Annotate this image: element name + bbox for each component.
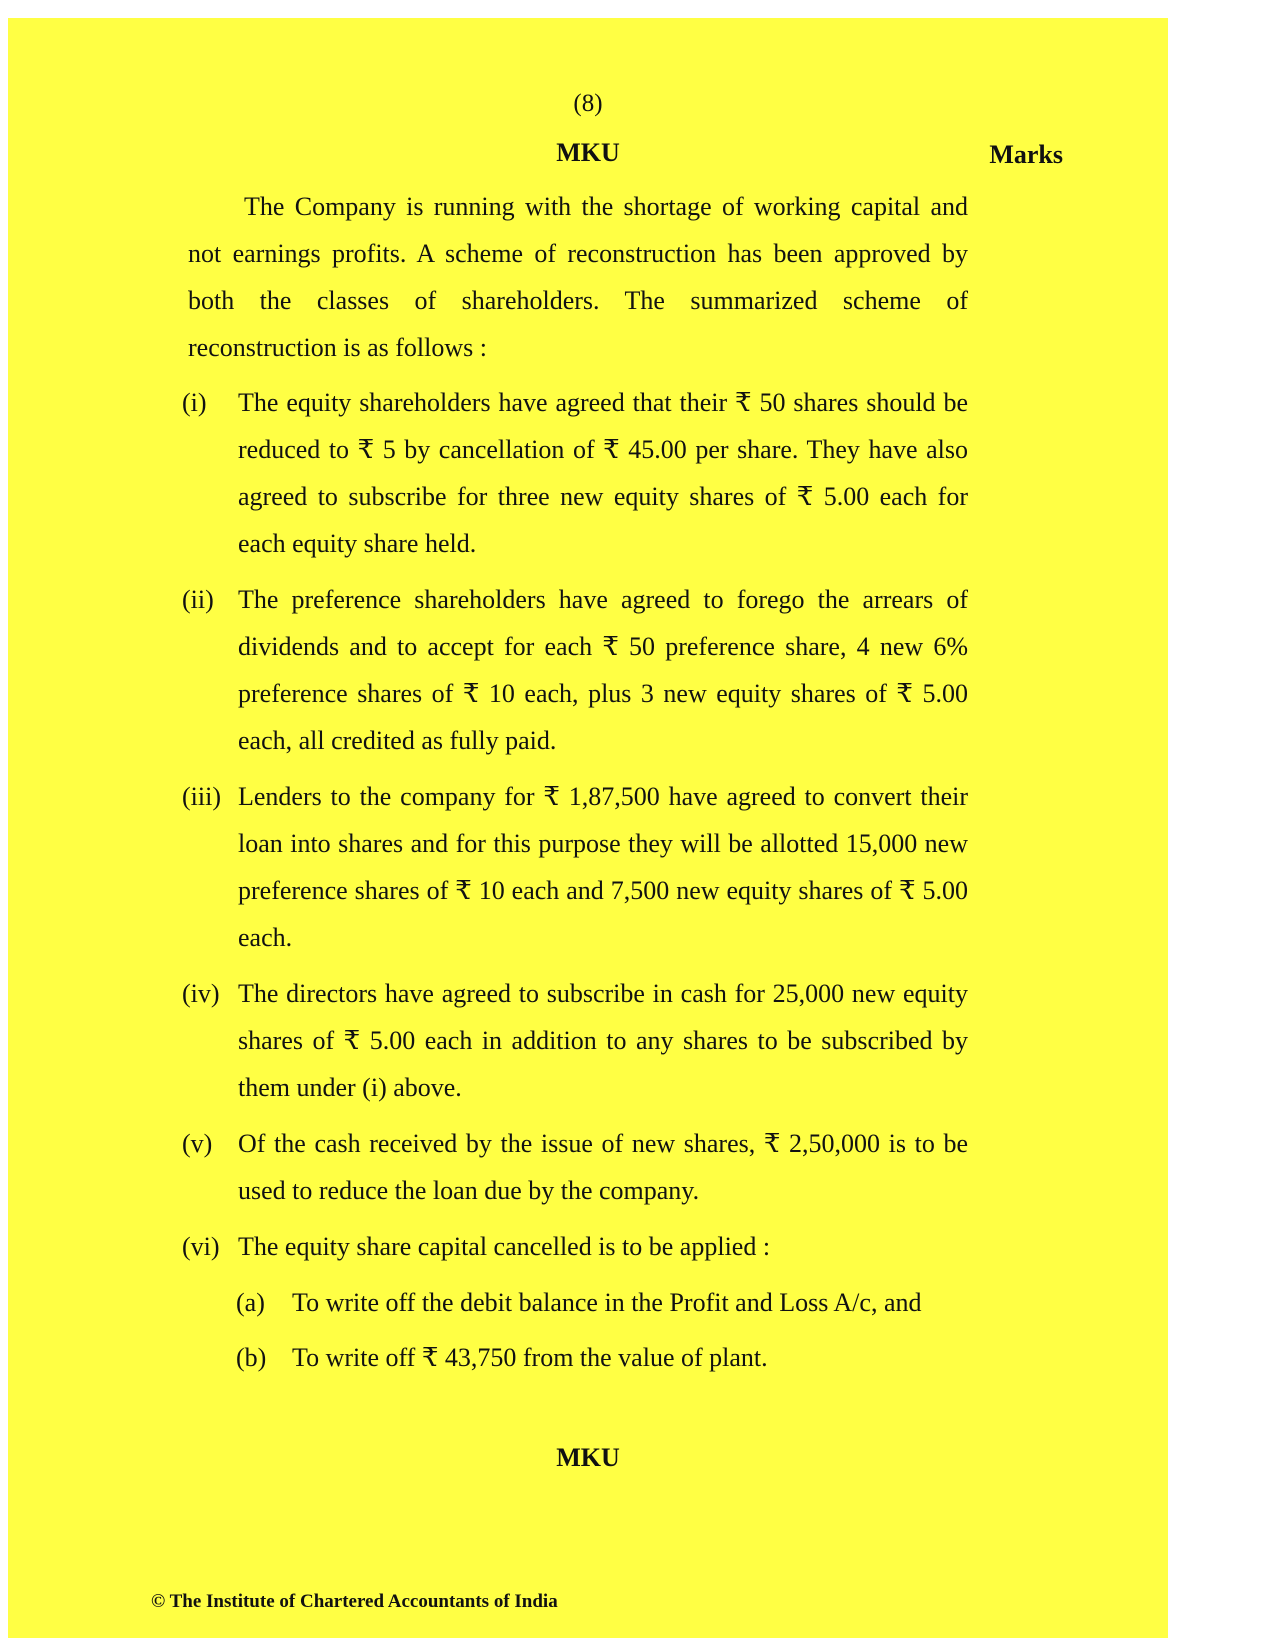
- item-number: (iv): [182, 979, 220, 1008]
- item-text: The equity share capital cancelled is to be applied :: [238, 1232, 771, 1261]
- question-body: [182, 183, 968, 1389]
- page-number: (8): [573, 90, 603, 117]
- item-number: (i): [182, 388, 207, 417]
- scheme-item: [182, 1120, 968, 1214]
- item-number: (vi): [182, 1232, 220, 1261]
- sub-item: [236, 1279, 968, 1326]
- sub-item-number: (a): [236, 1288, 265, 1317]
- scheme-item: [182, 1223, 968, 1270]
- copyright-notice: © The Institute of Chartered Accountants of India: [151, 1591, 558, 1612]
- item-text: Of the cash received by the issue of new shares, ₹ 2,50,000 is to be used to reduce the loan due by the company.: [238, 1129, 968, 1205]
- intro-paragraph: The Company is running with the shortage of working capital and not earnings profits. A scheme of reconstruction has been approved by both the classes of shareholders. The summarized scheme of reconstruction is as follows :: [188, 192, 968, 362]
- item-number: (ii): [182, 585, 214, 614]
- item-text: Lenders to the company for ₹ 1,87,500 have agreed to convert their loan into shares and for this purpose they will be allotted 15,000 new preference shares of ₹ 10 each and 7,500 new equity shares of ₹ 5.00 each.: [238, 782, 968, 952]
- sub-item-text: To write off the debit balance in the Profit and Loss A/c, and: [292, 1288, 922, 1317]
- marks-label: Marks: [989, 140, 1063, 169]
- scheme-item: [182, 970, 968, 1111]
- scheme-item: [182, 773, 968, 961]
- header-code: MKU: [556, 138, 620, 167]
- sub-item: [236, 1334, 968, 1381]
- footer-code: MKU: [556, 1443, 620, 1472]
- item-number: (iii): [182, 782, 221, 811]
- sub-item-text: To write off ₹ 43,750 from the value of plant.: [292, 1343, 768, 1372]
- sub-item-number: (b): [236, 1343, 267, 1372]
- document-page: [8, 18, 1168, 1638]
- item-text: The equity shareholders have agreed that their ₹ 50 shares should be reduced to ₹ 5 by cancellation of ₹ 45.00 per share. They have also agreed to subscribe for three new equity shares of ₹ 5.00 each for each equity share held.: [238, 388, 968, 558]
- item-text: The directors have agreed to subscribe in cash for 25,000 new equity shares of ₹ 5.00 each in addition to any shares to be subscribed by them under (i) above.: [238, 979, 968, 1102]
- scheme-item: [182, 576, 968, 764]
- item-number: (v): [182, 1129, 213, 1158]
- scheme-item: [182, 379, 968, 567]
- item-text: The preference shareholders have agreed to forego the arrears of dividends and to accept for each ₹ 50 preference share, 4 new 6% preference shares of ₹ 10 each, plus 3 new equity shares of ₹ 5.00 each, all credited as fully paid.: [238, 585, 968, 755]
